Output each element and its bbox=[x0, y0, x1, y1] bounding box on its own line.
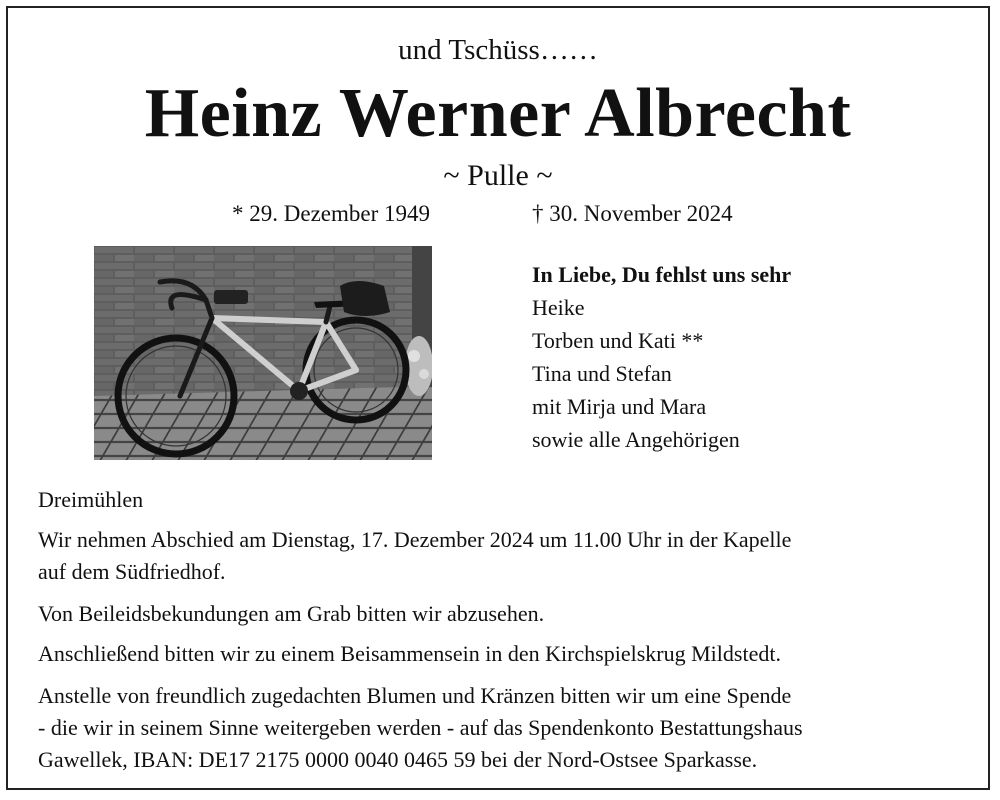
intro-line: und Tschüss…… bbox=[398, 34, 598, 66]
donation-paragraph bbox=[38, 680, 938, 776]
death-date: † 30. November 2024 bbox=[532, 201, 733, 226]
family-member: Tina und Stefan bbox=[532, 361, 672, 386]
farewell-line: auf dem Südfriedhof. bbox=[38, 559, 226, 584]
donation-line: Gawellek, IBAN: DE17 2175 0000 0040 0465 59 bei der Nord-Ostsee Sparkasse. bbox=[38, 747, 758, 772]
donation-line: Anstelle von freundlich zugedachten Blumen und Kränzen bitten wir um eine Spende bbox=[38, 683, 792, 708]
deceased-name: Heinz Werner Albrecht bbox=[144, 75, 852, 152]
farewell-line: Wir nehmen Abschied am Dienstag, 17. Dezember 2024 um 11.00 Uhr in der Kapelle bbox=[38, 527, 792, 552]
obituary-frame bbox=[6, 6, 990, 790]
family-member: Heike bbox=[532, 295, 585, 320]
condolences-paragraph: Von Beileidsbekundungen am Grab bitten wir abzusehen. bbox=[38, 601, 545, 626]
family-member: sowie alle Angehörigen bbox=[532, 427, 740, 452]
place-name: Dreimühlen bbox=[38, 487, 144, 512]
gathering-paragraph: Anschließend bitten wir zu einem Beisammensein in den Kirchspielskrug Mildstedt. bbox=[38, 641, 781, 666]
family-member: mit Mirja und Mara bbox=[532, 394, 707, 419]
donation-line: - die wir in seinem Sinne weitergeben werden - auf das Spendenkonto Bestattungshaus bbox=[38, 715, 803, 740]
farewell-paragraph bbox=[38, 524, 938, 588]
family-member: Torben und Kati ** bbox=[532, 328, 704, 353]
birth-date: * 29. Dezember 1949 bbox=[232, 201, 430, 226]
nickname: ~ Pulle ~ bbox=[443, 159, 553, 192]
bicycle-photo bbox=[94, 246, 432, 460]
family-block bbox=[532, 258, 791, 456]
family-lead: In Liebe, Du fehlst uns sehr bbox=[532, 262, 792, 287]
